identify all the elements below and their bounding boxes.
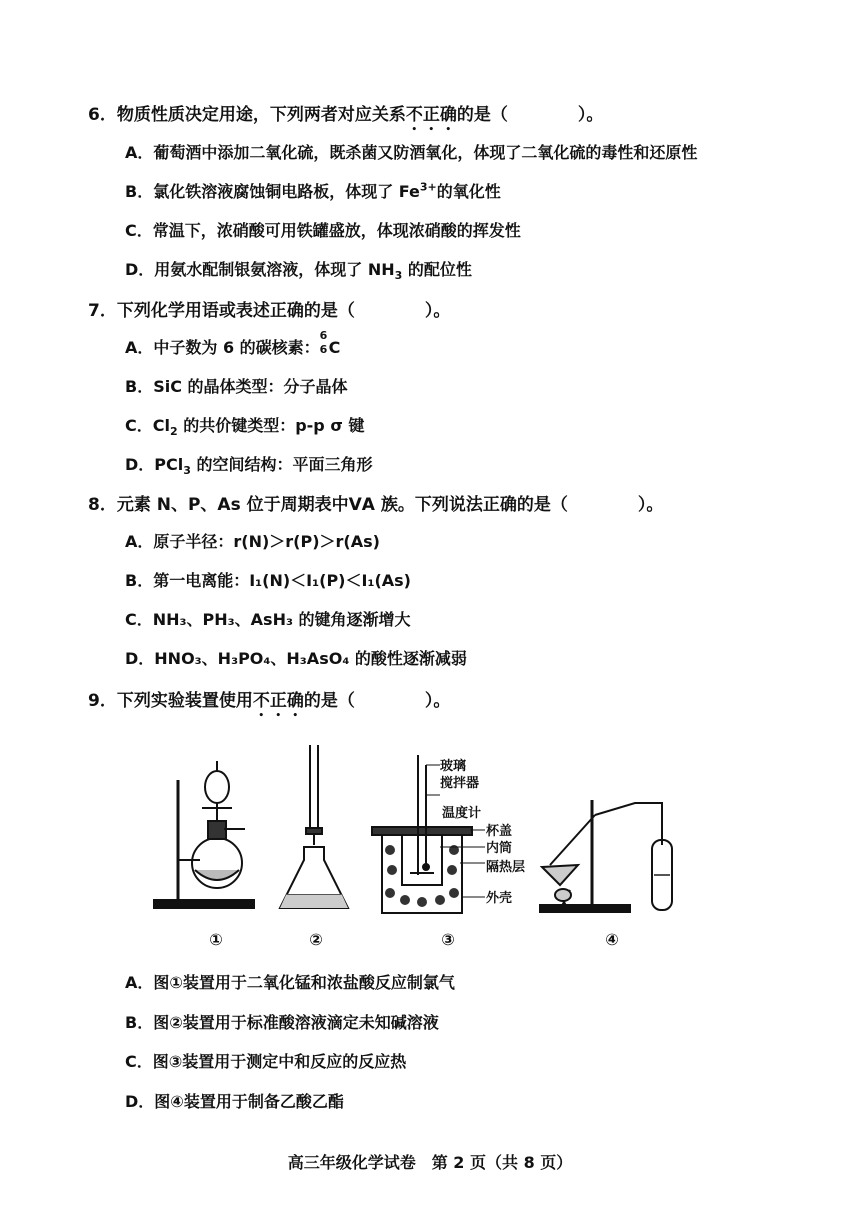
q7-option-d: D．PCl$_3$ 的空间结构：平面三角形 bbox=[125, 455, 373, 478]
q8-option-a: A．原子半径：r(N)＞r(P)＞r(As) bbox=[125, 532, 380, 551]
figure-number-1: ① bbox=[209, 930, 223, 949]
stem-emphasis: 不正确 bbox=[405, 105, 457, 125]
q7-option-b: B．SiC 的晶体类型：分子晶体 bbox=[125, 377, 348, 396]
q8-option-c: C．NH₃、PH₃、AsH₃ 的键角逐渐增大 bbox=[125, 610, 411, 629]
label-inner-cylinder: 内筒 bbox=[486, 841, 513, 856]
label-cup-lid: 杯盖 bbox=[486, 824, 513, 839]
q6-option-d: D．用氨水配制银氨溶液，体现了 $NH_3$ 的配位性 bbox=[125, 260, 472, 283]
q6-option-a: A．葡萄酒中添加二氧化硫，既杀菌又防酒氧化，体现了二氧化硫的毒性和还原性 bbox=[125, 143, 698, 162]
q6-option-c: C．常温下，浓硝酸可用铁罐盛放，体现浓硝酸的挥发性 bbox=[125, 221, 521, 240]
q9-option-d: D．图④装置用于制备乙酸乙酯 bbox=[125, 1092, 344, 1111]
q9-option-c: C．图③装置用于测定中和反应的反应热 bbox=[125, 1052, 407, 1071]
apparatus-1 bbox=[154, 761, 254, 908]
label-glass: 玻璃 bbox=[440, 759, 467, 774]
q6-option-b: B．氯化铁溶液腐蚀铜电路板，体现了 $Fe^{3+}$的氧化性 bbox=[125, 180, 501, 201]
q7-option-c: C．$Cl_2$ 的共价键类型：p-p σ 键 bbox=[125, 416, 365, 439]
apparatus-figure bbox=[140, 735, 720, 950]
question-9-stem: 9．下列实验装置使用不正确的是（ ）。 bbox=[88, 691, 451, 711]
q9-option-b: B．图②装置用于标准酸溶液滴定未知碱溶液 bbox=[125, 1013, 439, 1032]
q7-option-a: A．中子数为 6 的碳核素： 6 6 C bbox=[125, 329, 341, 357]
label-insulation-layer: 隔热层 bbox=[486, 860, 526, 875]
figure-number-2: ② bbox=[309, 930, 323, 949]
stem-text: 的是（ bbox=[456, 105, 508, 125]
stem-text: ）。 bbox=[577, 105, 604, 125]
q8-option-d: D．HNO₃、H₃PO₄、H₃AsO₄ 的酸性逐渐减弱 bbox=[125, 649, 467, 668]
figure-number-4: ④ bbox=[605, 930, 619, 949]
apparatus-2 bbox=[280, 745, 348, 908]
figure-number-3: ③ bbox=[441, 930, 455, 949]
q9-option-a: A．图①装置用于二氧化锰和浓盐酸反应制氯气 bbox=[125, 973, 455, 992]
stem-text: 6．物质性质决定用途，下列两者对应关系 bbox=[88, 105, 406, 125]
page-footer: 高三年级化学试卷 第 2 页（共 8 页） bbox=[287, 1153, 573, 1172]
label-thermometer: 温度计 bbox=[442, 806, 482, 821]
question-8-stem: 8．元素 N、P、As 位于周期表中ⅤA 族。下列说法正确的是（ ）。 bbox=[88, 495, 664, 515]
apparatus-4 bbox=[540, 800, 672, 912]
label-outer-shell: 外壳 bbox=[486, 891, 513, 906]
question-6-stem bbox=[88, 100, 603, 135]
question-7-stem: 7．下列化学用语或表述正确的是（ ）。 bbox=[88, 301, 451, 321]
q8-option-b: B．第一电离能：I₁(N)＜I₁(P)＜I₁(As) bbox=[125, 571, 411, 590]
label-stirrer: 搅拌器 bbox=[440, 776, 480, 791]
